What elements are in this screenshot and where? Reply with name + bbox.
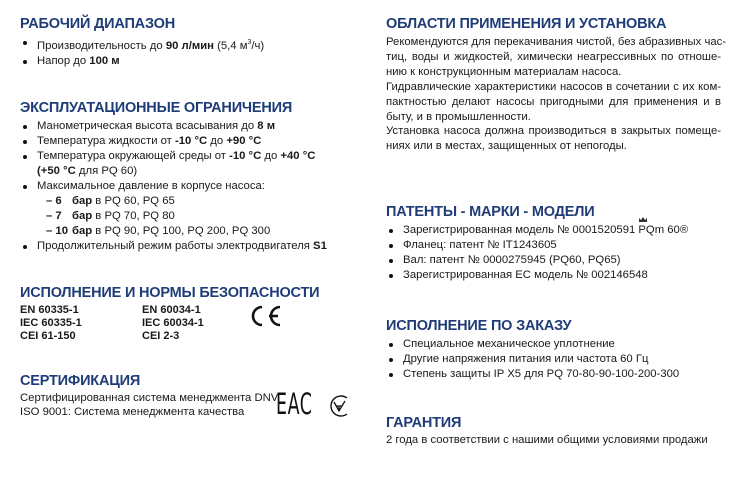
paragraph-line: нию к конструкционным материалам насоса. — [386, 65, 622, 78]
value: 100 м — [89, 54, 120, 67]
standard: EN 60034-1 — [142, 304, 201, 316]
list-item: Фланец: патент № IT1243605 — [386, 238, 688, 253]
value: -10 °C — [229, 150, 262, 162]
pressure-sub-item — [20, 209, 327, 224]
value: S1 — [313, 240, 327, 252]
pressure-sub-item — [20, 194, 327, 209]
section-title: ИСПОЛНЕНИЕ ПО ЗАКАЗУ — [386, 318, 572, 334]
eac-mark: EAC — [276, 387, 313, 421]
list-item: Вал: патент № 0000275945 (PQ60, PQ65) — [386, 253, 688, 268]
operating-limits-section — [20, 100, 327, 254]
text: Продолжительный режим работы электродвигателя — [37, 240, 314, 252]
value: 90 л/мин — [165, 39, 214, 52]
list-item — [20, 239, 327, 254]
unit: бар — [72, 195, 93, 207]
standard: IEC 60335-1 — [20, 317, 82, 329]
text: /ч) — [251, 39, 265, 52]
standard: CEI 61-150 — [20, 330, 76, 342]
superscript: 3 — [247, 39, 252, 46]
list-item: Степень защиты IP X5 для PQ 70-80-90-100-200-300 — [386, 367, 679, 382]
text: Температура окружающей среды от — [37, 150, 230, 162]
value: +90 °C — [226, 135, 262, 147]
text: в PQ 60, PQ 65 — [92, 195, 175, 207]
text: Напор до — [37, 54, 90, 67]
text: для PQ 60) — [75, 165, 138, 177]
paragraph-line: тиц, воды и жидкостей, химически неагрессивных по отноше- — [386, 50, 721, 63]
section-title: ЭКСПЛУАТАЦИОННЫЕ ОГРАНИЧЕНИЯ — [20, 100, 293, 116]
list-item: Максимальное давление в корпусе насоса: — [20, 179, 327, 194]
list-item — [20, 54, 264, 69]
section-title: ИСПОЛНЕНИЕ И НОРМЫ БЕЗОПАСНОСТИ — [20, 285, 320, 301]
pressure-value: – 6 — [46, 195, 62, 207]
ce-mark-icon — [247, 305, 283, 327]
list-item-continuation — [20, 164, 327, 179]
value: -10 °C — [175, 135, 208, 147]
list-item — [20, 119, 327, 134]
paragraph-line: пактностью делают насосы пригодными для применения и в — [386, 95, 721, 108]
text: (5,4 м — [213, 39, 248, 52]
list-item — [20, 149, 327, 164]
text: до — [261, 150, 281, 162]
list-item — [20, 134, 327, 149]
pressure-value: – 7 — [46, 210, 62, 222]
operating-range-section — [20, 16, 264, 69]
section-title: ОБЛАСТИ ПРИМЕНЕНИЯ И УСТАНОВКА — [386, 16, 667, 32]
paragraph-line: ниях или в местах, защищенных от непогоды. — [386, 140, 627, 153]
unit: бар — [72, 225, 93, 237]
section-title: СЕРТИФИКАЦИЯ — [20, 373, 141, 389]
standard: CEI 2-3 — [142, 330, 180, 342]
paragraph-line: Установка насоса должна производиться в закрытых помеще- — [386, 125, 721, 138]
list-item: Другие напряжения питания или частота 60 Гц — [386, 352, 679, 367]
value: (+50 °C — [37, 165, 76, 177]
value: 8 м — [257, 120, 276, 132]
application-section — [386, 16, 727, 154]
text: до — [207, 135, 227, 147]
pressure-sub-item — [20, 224, 327, 239]
value: +40 °C — [280, 150, 316, 162]
list-item — [20, 35, 264, 54]
text: в PQ 70, PQ 80 — [92, 210, 175, 222]
warranty-text: 2 года в соответствии с нашими общими условиями продажи — [386, 434, 708, 446]
pressure-value: – 10 — [46, 225, 68, 237]
list-item: Зарегистрированная модель № 0001520591 PQm 60® — [386, 223, 688, 238]
list-item: Зарегистрированная ЕС модель № 002146548 — [386, 268, 688, 283]
text: в PQ 90, PQ 100, PQ 200, PQ 300 — [92, 225, 271, 237]
standard: IEC 60034-1 — [142, 317, 204, 329]
standard: EN 60335-1 — [20, 304, 79, 316]
text: Производительность до — [37, 39, 166, 52]
paragraph-line: Рекомендуются для перекачивания чистой, без абразивных час- — [386, 36, 727, 48]
crown-icon — [638, 216, 648, 223]
certification-section — [20, 373, 278, 419]
warranty-section — [386, 415, 708, 448]
cert-line: ISO 9001: Система менеджмента качества — [20, 405, 245, 418]
section-title: ПАТЕНТЫ - МАРКИ - МОДЕЛИ — [386, 204, 595, 220]
paragraph-line: Гидравлические характеристики насосов в сочетании с их ком- — [386, 80, 721, 93]
paragraph-line: быту, и в промышленности. — [386, 110, 531, 123]
section-title: РАБОЧИЙ ДИАПАЗОН — [20, 16, 175, 32]
cert-line: Сертифицированная система менеджмента DNV — [20, 392, 279, 404]
text: Температура жидкости от — [37, 135, 175, 147]
unit: бар — [72, 210, 93, 222]
custom-order-section — [386, 318, 679, 382]
list-item: Специальное механическое уплотнение — [386, 337, 679, 352]
text: Манометрическая высота всасывания до — [37, 120, 258, 132]
section-title: ГАРАНТИЯ — [386, 415, 462, 431]
ukrsepro-mark-icon — [326, 393, 352, 419]
